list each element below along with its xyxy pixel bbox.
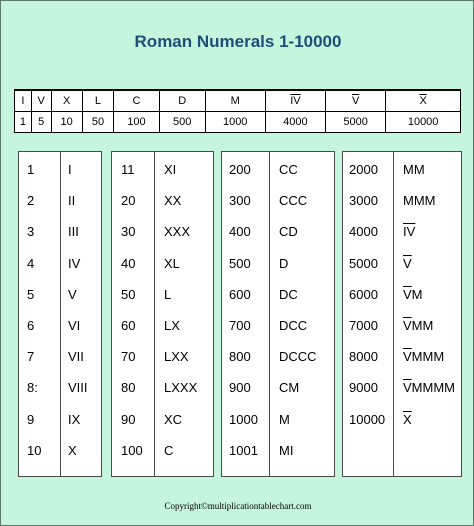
numeral-panel-1 bbox=[18, 151, 102, 477]
column-divider bbox=[154, 152, 155, 476]
roman-numeral: X bbox=[68, 442, 77, 458]
value-cell: 500 bbox=[159, 112, 205, 133]
arabic-number: 2000 bbox=[349, 162, 378, 177]
arabic-number: 500 bbox=[229, 255, 251, 271]
roman-numeral: $\overline{X}$ bbox=[403, 411, 412, 427]
arabic-number: 4000 bbox=[349, 224, 378, 240]
value-cell: 5 bbox=[31, 112, 51, 133]
arabic-number: 9 bbox=[27, 411, 35, 427]
roman-numeral: MI bbox=[279, 442, 294, 458]
symbol-cell: X bbox=[51, 90, 82, 112]
arabic-number: 800 bbox=[229, 349, 251, 365]
value-cell: 50 bbox=[82, 112, 113, 133]
symbol-cell: V bbox=[31, 90, 51, 112]
arabic-number: 70 bbox=[121, 349, 136, 365]
roman-numeral: CM bbox=[279, 380, 300, 396]
symbol-cell: M bbox=[205, 90, 265, 112]
symbol-row bbox=[15, 90, 461, 112]
arabic-number: 5000 bbox=[349, 255, 378, 271]
roman-numeral: CC bbox=[279, 162, 298, 177]
arabic-number: 1001 bbox=[229, 442, 258, 458]
arabic-number: 60 bbox=[121, 318, 136, 333]
symbol-cell: C bbox=[114, 90, 160, 112]
copyright-text: Copyright©multiplicationtablechart.com bbox=[164, 501, 312, 511]
roman-numeral: M bbox=[279, 411, 290, 427]
roman-numeral: VIII bbox=[68, 380, 88, 396]
roman-numeral: L bbox=[164, 286, 172, 302]
roman-numeral: I bbox=[68, 162, 72, 177]
roman-numeral: III bbox=[68, 224, 79, 240]
symbol-cell: L bbox=[82, 90, 113, 112]
arabic-number: 300 bbox=[229, 193, 251, 209]
roman-numeral: XI bbox=[164, 162, 177, 177]
arabic-number: 2 bbox=[27, 193, 35, 209]
arabic-number: 8: bbox=[27, 380, 38, 396]
numeral-panel-2 bbox=[111, 151, 214, 477]
symbol-cell: I bbox=[15, 90, 32, 112]
roman-numeral: XX bbox=[164, 193, 182, 209]
roman-numeral: $\overline{V}MMM$ bbox=[403, 349, 445, 365]
roman-numeral: $\overline{V}$ bbox=[403, 255, 412, 271]
value-cell: 10 bbox=[51, 112, 82, 133]
arabic-number: 600 bbox=[229, 286, 251, 302]
column-divider bbox=[393, 152, 394, 476]
arabic-number: 100 bbox=[121, 442, 143, 458]
roman-numeral: $\overline{IV}$ bbox=[403, 224, 416, 240]
symbol-cell: $\overline{IV}$ bbox=[265, 90, 325, 112]
roman-numeral: CCC bbox=[279, 193, 308, 209]
arabic-number: 5 bbox=[27, 286, 35, 302]
roman-numeral: VII bbox=[68, 349, 84, 365]
arabic-number: 30 bbox=[121, 224, 136, 240]
arabic-number: 7000 bbox=[349, 318, 378, 333]
roman-numeral: D bbox=[279, 255, 289, 271]
roman-numeral: $\overline{V}MM$ bbox=[403, 318, 434, 333]
arabic-number: 90 bbox=[121, 411, 136, 427]
roman-numeral: II bbox=[68, 193, 76, 209]
arabic-number: 1 bbox=[27, 162, 35, 177]
symbol-cell: D bbox=[159, 90, 205, 112]
roman-numeral: LX bbox=[164, 318, 180, 333]
arabic-number: 3000 bbox=[349, 193, 378, 209]
value-cell: 100 bbox=[114, 112, 160, 133]
value-cell: 4000 bbox=[265, 112, 325, 133]
symbol-cell: $\overline{V}$ bbox=[326, 90, 386, 112]
arabic-number: 40 bbox=[121, 255, 136, 271]
roman-numeral: XXX bbox=[164, 224, 191, 240]
column-divider bbox=[60, 152, 61, 476]
arabic-number: 3 bbox=[27, 224, 35, 240]
roman-numeral: LXXX bbox=[164, 380, 198, 396]
arabic-number: 200 bbox=[229, 162, 251, 177]
arabic-number: 20 bbox=[121, 193, 136, 209]
arabic-number: 4 bbox=[27, 255, 35, 271]
roman-numeral: $\overline{V}MMMM$ bbox=[403, 380, 455, 396]
symbol-table bbox=[14, 89, 461, 133]
arabic-number: 9000 bbox=[349, 380, 378, 396]
numeral-panel-3 bbox=[221, 151, 335, 477]
roman-numeral: DC bbox=[279, 286, 298, 302]
roman-numeral: LXX bbox=[164, 349, 189, 365]
arabic-number: 11 bbox=[121, 162, 135, 177]
value-cell: 5000 bbox=[326, 112, 386, 133]
arabic-number: 1000 bbox=[229, 411, 258, 427]
page-title: Roman Numerals 1-10000 bbox=[134, 32, 342, 51]
roman-numeral: CD bbox=[279, 224, 298, 240]
roman-numeral: IV bbox=[68, 255, 81, 271]
value-cell: 10000 bbox=[386, 112, 461, 133]
arabic-number: 700 bbox=[229, 318, 251, 333]
roman-numeral: MM bbox=[403, 162, 425, 177]
roman-numeral: MMM bbox=[403, 193, 436, 209]
arabic-number: 400 bbox=[229, 224, 251, 240]
value-row bbox=[15, 112, 461, 133]
roman-numeral: XL bbox=[164, 255, 180, 271]
value-cell: 1 bbox=[15, 112, 32, 133]
arabic-number: 50 bbox=[121, 286, 136, 302]
arabic-number: 10000 bbox=[349, 411, 386, 427]
roman-numeral: $\overline{V}M$ bbox=[403, 286, 423, 302]
symbol-cell: $\overline{X}$ bbox=[386, 90, 461, 112]
roman-numeral: XC bbox=[164, 411, 183, 427]
roman-numeral: VI bbox=[68, 318, 81, 333]
roman-numeral: IX bbox=[68, 411, 81, 427]
arabic-number: 900 bbox=[229, 380, 251, 396]
roman-numeral: V bbox=[68, 286, 77, 302]
roman-numeral: DCC bbox=[279, 318, 308, 333]
arabic-number: 8000 bbox=[349, 349, 378, 365]
column-divider bbox=[269, 152, 270, 476]
arabic-number: 6 bbox=[27, 318, 35, 333]
numeral-panel-4 bbox=[342, 151, 462, 477]
roman-numeral: DCCC bbox=[279, 349, 317, 365]
arabic-number: 80 bbox=[121, 380, 136, 396]
roman-numeral: C bbox=[164, 442, 174, 458]
arabic-number: 6000 bbox=[349, 286, 378, 302]
arabic-number: 10 bbox=[27, 442, 42, 458]
value-cell: 1000 bbox=[205, 112, 265, 133]
arabic-number: 7 bbox=[27, 349, 35, 365]
